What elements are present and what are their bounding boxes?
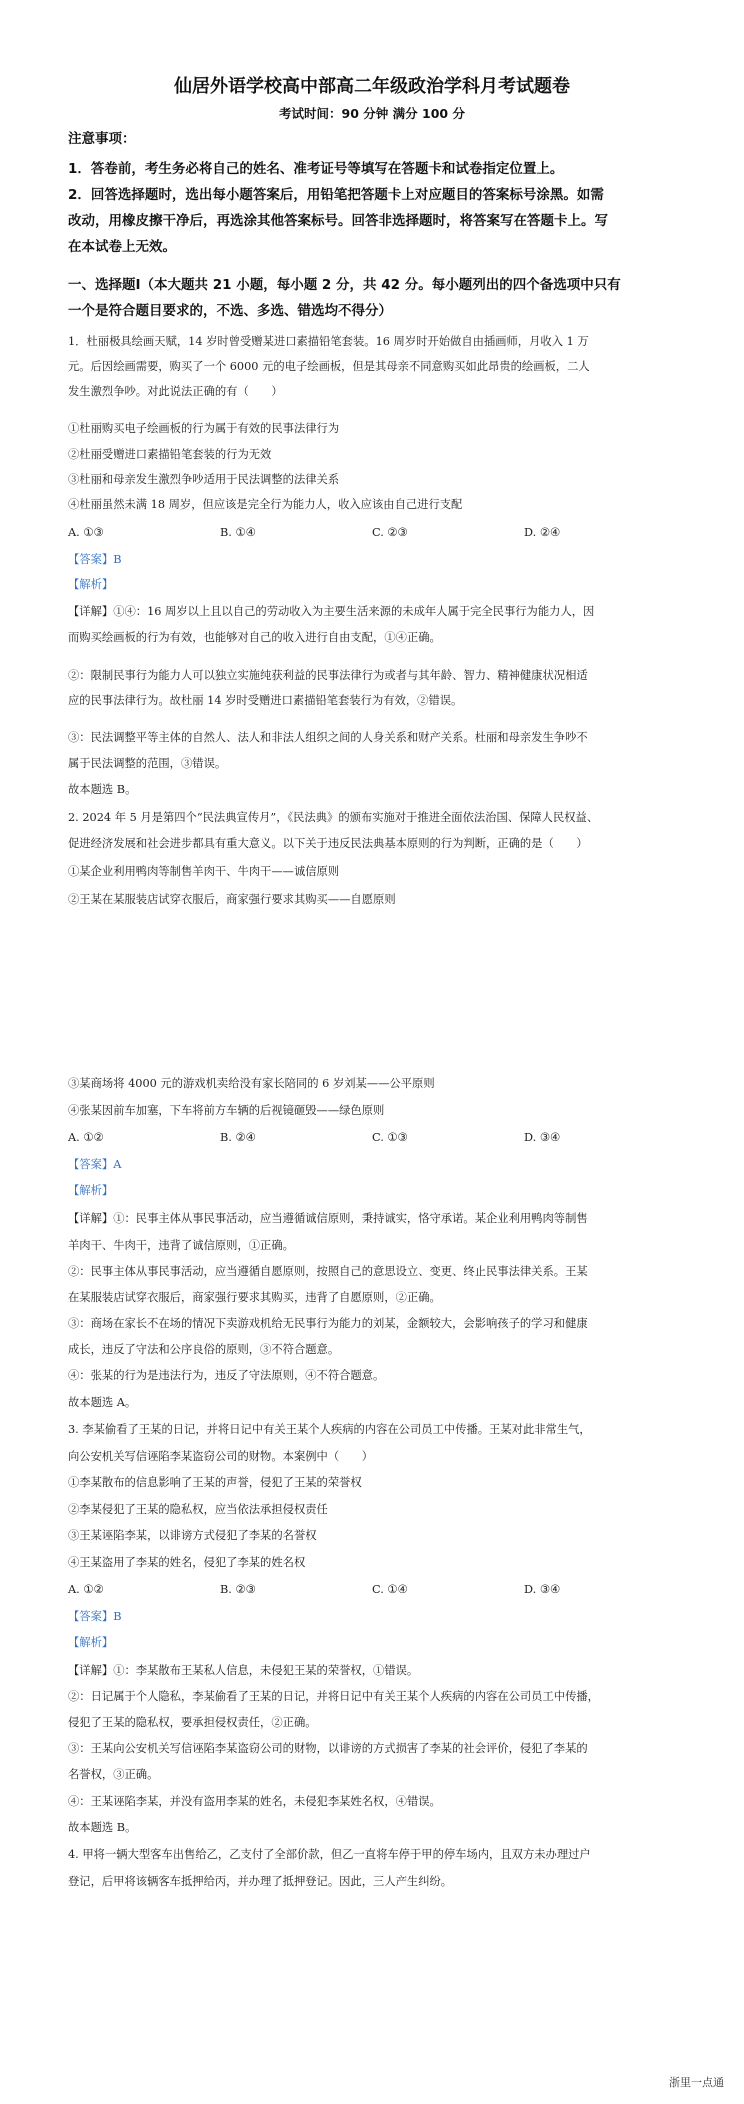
notice-item-2-line-2: 改动，用橡皮擦干净后，再选涂其他答案标号。回答非选择题时，将答案写在答题卡上。写 [68, 213, 608, 229]
q2-detail-line-2: 羊肉干、牛肉干，违背了诚信原则，①正确。 [68, 1239, 294, 1252]
q3-detail-line-5: 名誉权，③正确。 [68, 1768, 159, 1781]
q2-detail-line-3: ②：民事主体从事民事活动，应当遵循自愿原则，按照自己的意思设立、变更、终止民事法律关系。王某 [68, 1265, 588, 1278]
q3-detail-line-3: 侵犯了王某的隐私权，要承担侵权责任，②正确。 [68, 1716, 317, 1729]
notice-item-2-line-3: 在本试卷上无效。 [68, 239, 176, 255]
q1-answer: 【答案】B [68, 553, 122, 566]
q1-detail-line-4: 应的民事法律行为。故杜丽 14 岁时受赠进口素描铅笔套装行为有效，②错误。 [68, 694, 463, 707]
q3-option-c: C. ①④ [372, 1583, 408, 1596]
q3-analysis-label: 【解析】 [68, 1636, 114, 1649]
q2-option-c: C. ①③ [372, 1131, 408, 1144]
q3-answer: 【答案】B [68, 1610, 122, 1623]
section-1-heading-line-2: 一个是符合题目要求的，不选、多选、错选均不得分） [68, 303, 392, 319]
footer-watermark: 浙里一点通 [669, 2076, 724, 2089]
q1-stem-line-3: 发生激烈争吵。对此说法正确的有（ ） [68, 385, 283, 398]
q1-option-d: D. ②④ [524, 526, 561, 539]
q3-stem-line-2: 向公安机关写信诬陷李某盗窃公司的财物。本案例中（ ） [68, 1450, 374, 1463]
q2-statement-2: ②王某在某服装店试穿衣服后，商家强行要求其购买——自愿原则 [68, 893, 396, 906]
q2-statement-3: ③某商场将 4000 元的游戏机卖给没有家长陪同的 6 岁刘某——公平原则 [68, 1077, 435, 1090]
q3-detail-line-2: ②：日记属于个人隐私，李某偷看了王某的日记，并将日记中有关王某个人疾病的内容在公司员工中传播， [68, 1690, 599, 1703]
q1-stem-line-1: 1．杜丽极具绘画天赋，14 岁时曾受赠某进口素描铅笔套装。16 周岁时开始做自由插画师，月收入 1 万 [68, 335, 589, 348]
q2-detail-line-6: 成长，违反了守法和公序良俗的原则，③不符合题意。 [68, 1343, 340, 1356]
q2-detail-line-1: 【详解】①：民事主体从事民事活动，应当遵循诚信原则，秉持诚实，恪守承诺。某企业利用鸭肉等制售 [68, 1212, 588, 1225]
notice-item-2-line-1: 2．回答选择题时，选出每小题答案后，用铅笔把答题卡上对应题目的答案标号涂黑。如需 [68, 187, 604, 203]
q1-stem-line-2: 元。后因绘画需要，购买了一个 6000 元的电子绘画板，但是其母亲不同意购买如此昂贵的绘画板，二人 [68, 360, 590, 373]
q1-analysis-label: 【解析】 [68, 578, 114, 591]
q1-option-b: B. ①④ [220, 526, 256, 539]
notice-heading: 注意事项： [68, 131, 136, 147]
q3-conclusion: 故本题选 B。 [68, 1821, 137, 1834]
q2-detail-line-7: ④：张某的行为是违法行为，违反了守法原则，④不符合题意。 [68, 1369, 385, 1382]
q2-conclusion: 故本题选 A。 [68, 1396, 137, 1409]
q3-option-d: D. ③④ [524, 1583, 561, 1596]
q2-detail-line-5: ③：商场在家长不在场的情况下卖游戏机给无民事行为能力的刘某，金额较大，会影响孩子的学习和健康 [68, 1317, 588, 1330]
q3-option-b: B. ②③ [220, 1583, 256, 1596]
exam-time-info: 考试时间：90 分钟 满分 100 分 [279, 106, 465, 121]
q3-statement-3: ③王某诬陷李某，以诽谤方式侵犯了李某的名誉权 [68, 1529, 317, 1542]
q1-statement-2: ②杜丽受赠进口素描铅笔套装的行为无效 [68, 448, 272, 461]
q1-detail-line-6: 属于民法调整的范围，③错误。 [68, 757, 227, 770]
q3-statement-2: ②李某侵犯了王某的隐私权，应当依法承担侵权责任 [68, 1503, 328, 1516]
q3-stem-line-1: 3. 李某偷看了王某的日记，并将日记中有关王某个人疾病的内容在公司员工中传播。王某对此非常生气， [68, 1423, 591, 1436]
q3-statement-1: ①李某散布的信息影响了王某的声誉，侵犯了王某的荣誉权 [68, 1476, 362, 1489]
q3-option-a: A. ①② [68, 1583, 104, 1596]
q1-detail-line-5: ③：民法调整平等主体的自然人、法人和非法人组织之间的人身关系和财产关系。杜丽和母亲发生争吵不 [68, 731, 588, 744]
q1-detail-line-1: 【详解】①④：16 周岁以上且以自己的劳动收入为主要生活来源的未成年人属于完全民事行为能力人，因 [68, 605, 595, 618]
q2-option-d: D. ③④ [524, 1131, 561, 1144]
q2-option-a: A. ①② [68, 1131, 104, 1144]
q4-stem-line-1: 4. 甲将一辆大型客车出售给乙，乙支付了全部价款，但乙一直将车停于甲的停车场内，且双方未办理过户 [68, 1848, 591, 1861]
q1-option-a: A. ①③ [68, 526, 104, 539]
q2-analysis-label: 【解析】 [68, 1184, 114, 1197]
q2-stem-line-2: 促进经济发展和社会进步都具有重大意义。以下关于违反民法典基本原则的行为判断，正确的是（ ） [68, 837, 588, 850]
q4-stem-line-2: 登记，后甲将该辆客车抵押给丙，并办理了抵押登记。因此，三人产生纠纷。 [68, 1875, 453, 1888]
q3-detail-line-6: ④：王某诬陷李某，并没有盗用李某的姓名，未侵犯李某姓名权，④错误。 [68, 1795, 441, 1808]
q1-statement-4: ④杜丽虽然未满 18 周岁，但应该是完全行为能力人，收入应该由自己进行支配 [68, 498, 463, 511]
q3-statement-4: ④王某盗用了李某的姓名，侵犯了李某的姓名权 [68, 1556, 306, 1569]
q2-statement-4: ④张某因前车加塞，下车将前方车辆的后视镜砸毁——绿色原则 [68, 1104, 385, 1117]
page-title: 仙居外语学校高中部高二年级政治学科月考试题卷 [174, 76, 570, 97]
q3-detail-line-4: ③：王某向公安机关写信诬陷李某盗窃公司的财物，以诽谤的方式损害了李某的社会评价，侵犯了李某的 [68, 1742, 588, 1755]
q1-detail-line-3: ②：限制民事行为能力人可以独立实施纯获利益的民事法律行为或者与其年龄、智力、精神健康状况相适 [68, 669, 588, 682]
q2-stem-line-1: 2. 2024 年 5 月是第四个“民法典宣传月”，《民法典》的颁布实施对于推进全面依法治国、保障人民权益、 [68, 811, 599, 824]
q2-answer: 【答案】A [68, 1158, 122, 1171]
q2-statement-1: ①某企业利用鸭肉等制售羊肉干、牛肉干——诚信原则 [68, 865, 340, 878]
q3-detail-line-1: 【详解】①：李某散布王某私人信息，未侵犯王某的荣誉权，①错误。 [68, 1664, 419, 1677]
q2-detail-line-4: 在某服装店试穿衣服后，商家强行要求其购买，违背了自愿原则，②正确。 [68, 1291, 441, 1304]
q1-statement-3: ③杜丽和母亲发生激烈争吵适用于民法调整的法律关系 [68, 473, 340, 486]
q1-detail-line-2: 而购买绘画板的行为有效，也能够对自己的收入进行自由支配，①④正确。 [68, 631, 441, 644]
q1-option-c: C. ②③ [372, 526, 408, 539]
q1-statement-1: ①杜丽购买电子绘画板的行为属于有效的民事法律行为 [68, 422, 340, 435]
notice-item-1: 1．答卷前，考生务必将自己的姓名、准考证号等填写在答题卡和试卷指定位置上。 [68, 161, 564, 177]
q2-option-b: B. ②④ [220, 1131, 256, 1144]
q1-conclusion: 故本题选 B。 [68, 783, 137, 796]
section-1-heading-line-1: 一、选择题Ⅰ（本大题共 21 小题，每小题 2 分，共 42 分。每小题列出的四个备选项中只有 [68, 277, 621, 293]
